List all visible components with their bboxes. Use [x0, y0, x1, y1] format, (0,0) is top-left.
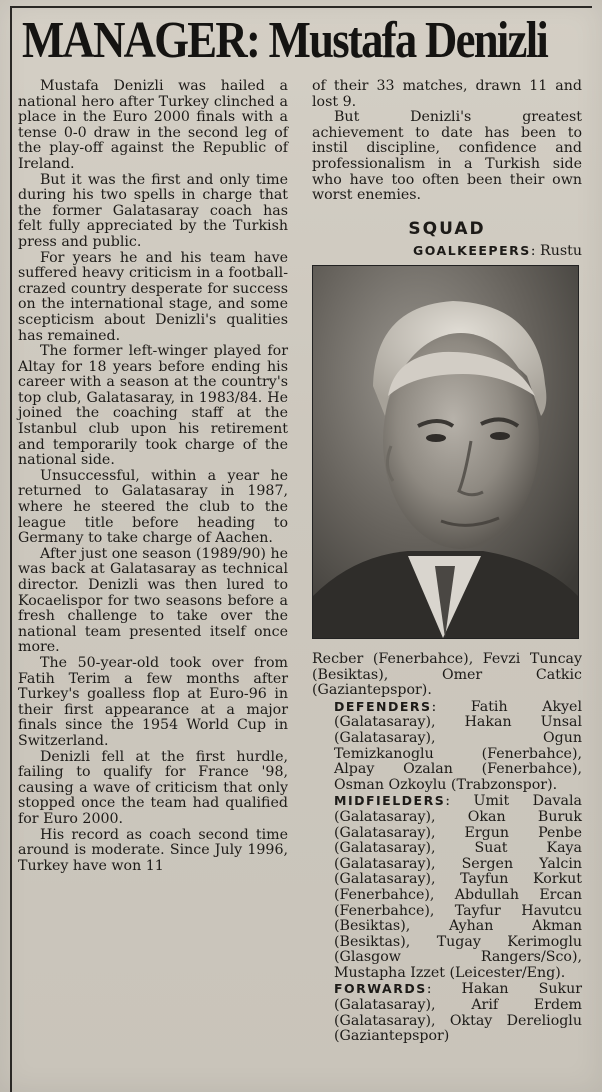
goalkeepers-start: : Rustu — [530, 243, 582, 259]
manager-photo — [312, 265, 579, 639]
goalkeepers-heading — [312, 243, 582, 260]
midfielders-list: : Umit Davala (Galatasaray), Okan Buruk (Galatasaray), Ergun Penbe (Galatasaray), Suat Kaya (Galatasaray), Sergen Yalcin (Galatasaray), Tayfun Korkut (Fenerbahce), Abdullah Ercan (Fenerbahce), Tayfur Havutcu (Besiktas), Ayhan Akman (Besiktas), Tugay Kerimoglu (Glasgow Rangers/Sco), Mustapha Izzet (Leicester/Eng). — [334, 793, 582, 981]
right-column-top — [312, 79, 582, 204]
squad-list — [312, 652, 582, 1045]
paragraph: His record as coach second time around is moderate. Since July 1996, Turkey have won 11 — [18, 826, 288, 874]
defenders-list: : Fatih Akyel (Galatasaray), Hakan Unsal (Galatasaray), Ogun Temizkanoglu (Fenerbahce), Alpay Ozalan (Fenerbahce), Osman Ozkoylu (Trabzonspor). — [334, 698, 582, 793]
paragraph: of their 33 matches, drawn 11 and lost 9. — [312, 78, 582, 110]
goalkeepers-label: GOALKEEPERS — [412, 243, 531, 258]
defenders-label: DEFENDERS — [334, 698, 432, 714]
top-rule — [10, 6, 592, 8]
forwards-entry — [312, 981, 582, 1044]
portrait-illustration — [313, 266, 578, 638]
defenders-entry — [312, 699, 582, 794]
paragraph: Denizli fell at the first hurdle, failing to qualify for France '98, causing a wave of criticism that only stopped once the team had qualified for Euro 2000. — [18, 748, 288, 827]
paragraph: For years he and his team have suffered heavy criticism in a football-crazed country desperate for success on the international stage, and some scepticism about Denizli's qualities has remained. — [18, 249, 288, 344]
forwards-label: FORWARDS — [334, 981, 427, 997]
headline: MANAGER: Mustafa Denizli — [22, 12, 548, 69]
squad-title: SQUAD — [408, 219, 486, 239]
paragraph: But Denizli's greatest achievement to date has been to instil discipline, confidence and professionalism in a Turkish side who have too often been their own worst enemies. — [312, 109, 582, 204]
midfielders-label: MIDFIELDERS — [334, 793, 446, 809]
paragraph: The 50-year-old took over from Fatih Terim a few months after Turkey's goalless flop at Euro-96 in their first appearance at a major finals since the 1954 World Cup in Switzerland. — [18, 654, 288, 749]
paragraph: The former left-winger played for Altay for 18 years before ending his career with a season at the country's top club, Galatasaray, in 1983/84. He joined the coaching staff at the Istanbul club upon his retirement and temporarily took charge of the national side. — [18, 343, 288, 469]
left-column — [18, 79, 288, 874]
paragraph: Mustafa Denizli was hailed a national hero after Turkey clinched a place in the Euro 2000 finals with a tense 0-0 draw in the second leg of the play-off against the Republic of Ireland. — [18, 78, 288, 172]
paragraph: After just one season (1989/90) he was back at Galatasaray as technical director. Denizli was then lured to Kocaelispor for two seasons before a fresh challenge to take over the national team presented itself once more. — [18, 545, 288, 656]
paragraph: Unsuccessful, within a year he returned to Galatasaray in 1987, where he steered the club to the league title before heading to Germany to take charge of Aachen. — [18, 467, 288, 547]
paragraph: But it was the first and only time during his two spells in charge that the former Galatasaray coach has felt fully appreciated by the Turkish press and public. — [18, 171, 288, 250]
forwards-list: : Hakan Sukur (Galatasaray), Arif Erdem (Galatasaray), Oktay Derelioglu (Gaziantepspor) — [334, 981, 582, 1045]
goalkeepers-list: Recber (Fenerbahce), Fevzi Tuncay (Besiktas), Omer Catkic (Gaziantepspor). — [312, 651, 582, 699]
midfielders-entry — [312, 793, 582, 981]
left-rule — [10, 6, 12, 1092]
